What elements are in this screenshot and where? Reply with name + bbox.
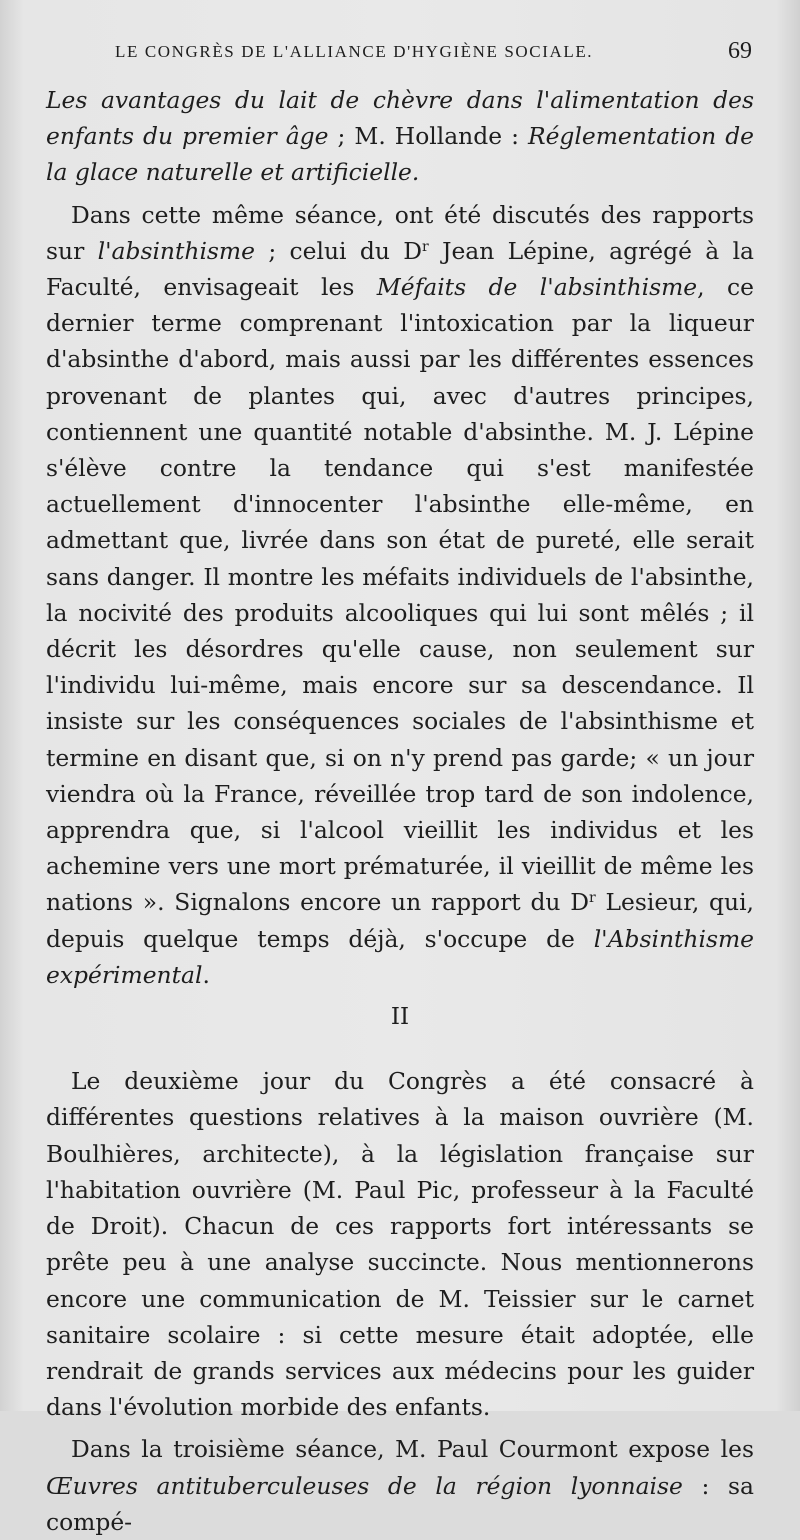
italic-text: Les avantages du lait de chèvre dans l'alimentation des enfants du premier âge xyxy=(46,86,754,151)
paragraph-absinthisme xyxy=(46,197,754,993)
section-heading: II xyxy=(390,1004,410,1031)
text-run: . xyxy=(202,960,210,989)
text-run: : sa compé- xyxy=(46,1471,754,1536)
running-head: LE CONGRÈS DE L'ALLIANCE D'HYGIÈNE SOCIALE. xyxy=(115,42,594,61)
italic-text: Œuvres antituberculeuses de la région lyonnaise xyxy=(46,1471,683,1500)
text-run: Jean Lépine, agrégé à la Faculté, envisageait les xyxy=(46,236,754,302)
superscript: r xyxy=(422,238,429,255)
text-run: Dans cette même séance, ont été discutés des rapports sur xyxy=(46,200,754,265)
paragraph-continuation xyxy=(46,82,754,191)
italic-text: Méfaits de l'absinthisme xyxy=(376,273,698,302)
text-run: , ce dernier terme comprenant l'intoxication par la liqueur d'absinthe d'abord, mais aussi par les différentes essences provenant de plantes qui, avec d'autres principes, contiennent une quantité notable d'absinthe. M. J. Lépine s'élève contre la tendance qui s'est manifestée actuellement d'innocenter l'absinthe elle-même, en admettant que, livrée dans son état de pureté, elle serait sans danger. Il montre les méfaits individuels de l'absinthe, la nocivité des produits alcooliques qui lui sont mêlés ; il décrit les désordres qu'elle cause, non seulement sur l'individu lui-même, mais encore sur sa descendance. Il insiste sur les conséquences sociales de l'absinthisme et termine en disant que, si on n'y prend pas garde; « un jour viendra où la France, réveillée trop tard de son indolence, apprendra que, si l'alcool vieillit les individus et les achemine vers une mort prématurée, il vieillit de même les nations ». Signalons encore un rapport du D xyxy=(46,273,754,917)
text-run: Le deuxième jour du Congrès a été consacré à différentes questions relatives à la maison ouvrière (M. Boulhières, architecte), à la législation française sur l'habitation ouvrière (M. Paul Pic, professeur à la Faculté de Droit). Chacun de ces rapports fort intéressants se prête peu à une analyse succincte. Nous mentionnerons encore une communication de M. Teissier sur le carnet sanitaire scolaire : si cette mesure était adoptée, elle rendrait de grands services aux médecins pour les guider dans l'évolution morbide des enfants. xyxy=(46,1067,754,1422)
paragraph-oeuvres-antituberculeuses xyxy=(46,1431,754,1540)
italic-text: l'Absinthisme expérimental xyxy=(46,924,754,989)
text-run: ; M. Hollande : xyxy=(328,122,528,151)
text-run: Lesieur, qui, depuis quelque temps déjà, s'occupe de xyxy=(46,888,754,953)
text-run: Dans la troisième séance, M. Paul Courmont expose les xyxy=(71,1435,754,1464)
page-header xyxy=(115,36,752,76)
italic-text: l'absinthisme xyxy=(97,236,255,265)
text-run: ; celui du D xyxy=(254,236,423,265)
italic-text: Réglementation de la glace naturelle et artificielle. xyxy=(46,122,755,187)
page-number: 69 xyxy=(728,38,752,64)
paragraph-maison-ouvriere xyxy=(46,1063,754,1425)
superscript: r xyxy=(589,890,596,907)
body-text xyxy=(46,82,754,1540)
